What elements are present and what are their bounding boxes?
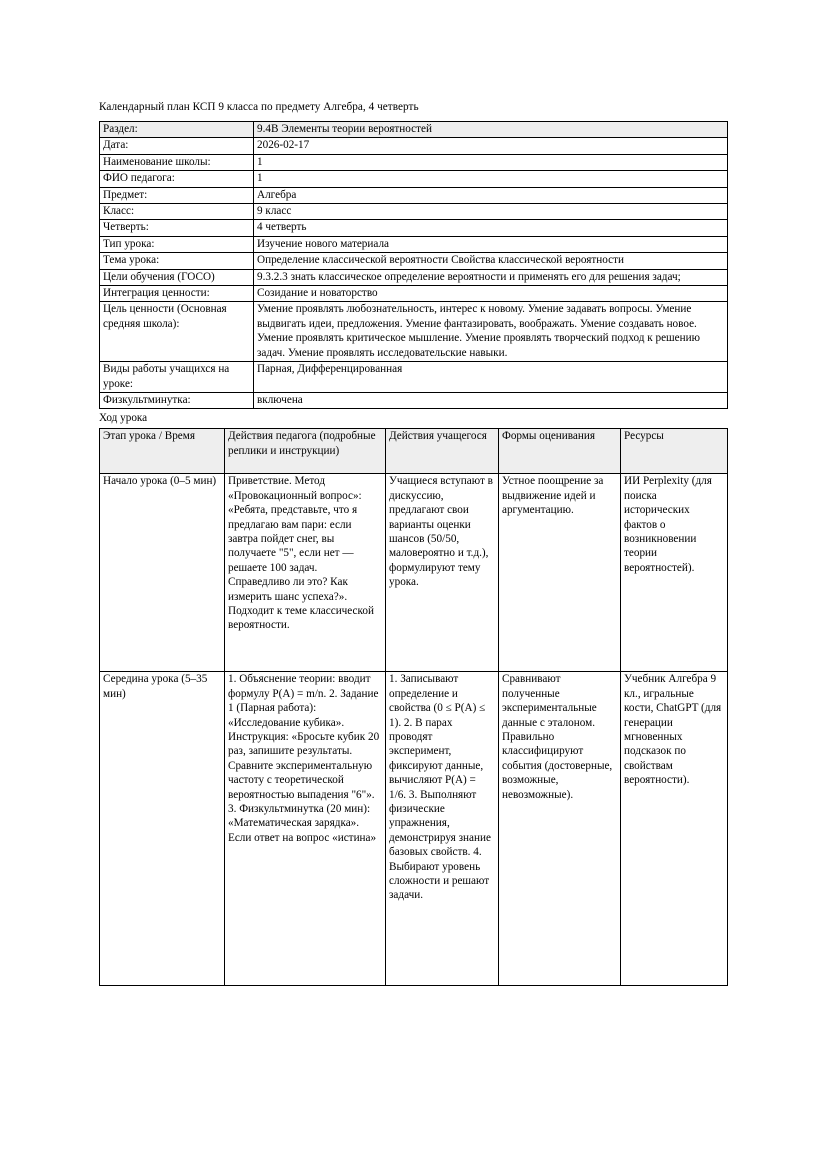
info-row-label: Дата: xyxy=(100,138,254,154)
info-row-label: Цели обучения (ГОСО) xyxy=(100,269,254,285)
info-row-label: Цель ценности (Основная средняя школа): xyxy=(100,302,254,362)
lesson-flow-table-head xyxy=(100,429,728,474)
table-row xyxy=(100,253,728,269)
column-header: Действия учащегося xyxy=(386,429,499,474)
table-row xyxy=(100,269,728,285)
resources-cell: Учебник Алгебра 9 кл., игральные кости, ChatGPT (для генерации мгновенных подсказок по свойствам вероятности). xyxy=(621,672,728,986)
info-row-value: 1 xyxy=(254,171,728,187)
info-row-value: 2026-02-17 xyxy=(254,138,728,154)
info-row-value: Определение классической вероятности Свойства классической вероятности xyxy=(254,253,728,269)
column-header: Формы оценивания xyxy=(499,429,621,474)
info-row-value: 9 класс xyxy=(254,204,728,220)
table-row xyxy=(100,122,728,138)
info-row-label: ФИО педагога: xyxy=(100,171,254,187)
table-row xyxy=(100,302,728,362)
lesson-info-table xyxy=(99,121,728,409)
resources-cell: ИИ Perplexity (для поиска исторических фактов о возникновении теории вероятностей). xyxy=(621,474,728,672)
assessment-cell: Устное поощрение за выдвижение идей и аргументацию. xyxy=(499,474,621,672)
table-row xyxy=(100,474,728,672)
teacher-actions-cell: 1. Объяснение теории: вводит формулу P(A) = m/n. 2. Задание 1 (Парная работа): «Исследование кубика». Инструкция: «Бросьте кубик 20 раз, запишите результаты. Сравните экспериментальную частоту с теоретической вероятностью выпадения "6"». 3. Физкультминутка (20 мин): «Математическая зарядка». Если ответ на вопрос «истина» xyxy=(225,672,386,986)
info-row-label: Интеграция ценности: xyxy=(100,286,254,302)
info-row-label: Виды работы учащихся на уроке: xyxy=(100,362,254,393)
table-row xyxy=(100,672,728,986)
info-row-label: Четверть: xyxy=(100,220,254,236)
student-actions-cell: 1. Записывают определение и свойства (0 ≤ P(A) ≤ 1). 2. В парах проводят эксперимент, фиксируют данные, вычисляют P(A) = 1/6. 3. Выполняют физические упражнения, демонстрируя знание базовых свойств. 4. Выбирают уровень сложности и решают задачи. xyxy=(386,672,499,986)
info-row-value: Созидание и новаторство xyxy=(254,286,728,302)
stage-cell: Начало урока (0–5 мин) xyxy=(100,474,225,672)
lesson-info-table-body xyxy=(100,122,728,409)
table-row xyxy=(100,187,728,203)
lesson-flow-table xyxy=(99,428,728,986)
table-row xyxy=(100,286,728,302)
table-row xyxy=(100,138,728,154)
info-row-value: Изучение нового материала xyxy=(254,236,728,252)
info-row-value: включена xyxy=(254,392,728,408)
table-row xyxy=(100,220,728,236)
table-header-row xyxy=(100,429,728,474)
table-row xyxy=(100,154,728,170)
stage-cell: Середина урока (5–35 мин) xyxy=(100,672,225,986)
table-row xyxy=(100,204,728,220)
info-row-label: Раздел: xyxy=(100,122,254,138)
info-row-value: 1 xyxy=(254,154,728,170)
info-row-label: Предмет: xyxy=(100,187,254,203)
student-actions-cell: Учащиеся вступают в дискуссию, предлагают свои варианты оценки шансов (50/50, маловероятно и т.д.), формулируют тему урока. xyxy=(386,474,499,672)
table-row xyxy=(100,362,728,393)
info-row-value: Алгебра xyxy=(254,187,728,203)
info-row-label: Наименование школы: xyxy=(100,154,254,170)
column-header: Этап урока / Время xyxy=(100,429,225,474)
table-row xyxy=(100,236,728,252)
table-row xyxy=(100,171,728,187)
column-header: Ресурсы xyxy=(621,429,728,474)
info-row-value: 4 четверть xyxy=(254,220,728,236)
teacher-actions-cell: Приветствие. Метод «Провокационный вопрос»: «Ребята, представьте, что я предлагаю вам пари: если завтра пойдет снег, вы получаете "5", если нет — решаете 100 задач. Справедливо ли это? Как измерить шанс успеха?». Подходит к теме классической вероятности. xyxy=(225,474,386,672)
info-row-value: Парная, Дифференцированная xyxy=(254,362,728,393)
assessment-cell: Сравнивают полученные экспериментальные данные с эталоном. Правильно классифицируют события (достоверные, возможные, невозможные). xyxy=(499,672,621,986)
table-row xyxy=(100,392,728,408)
info-row-value: 9.3.2.3 знать классическое определение вероятности и применять его для решения задач; xyxy=(254,269,728,285)
info-row-label: Тип урока: xyxy=(100,236,254,252)
lesson-flow-label: Ход урока xyxy=(99,412,148,425)
page-title: Календарный план КСП 9 класса по предмету Алгебра, 4 четверть xyxy=(99,101,419,113)
info-row-value: Умение проявлять любознательность, интерес к новому. Умение задавать вопросы. Умение выдвигать идеи, предложения. Умение фантазировать, воображать. Умение создавать новое. Умение проявлять критическое мышление. Умение проявлять творческий подход к решению задач. Умение проявлять исследовательские навыки. xyxy=(254,302,728,362)
info-row-label: Класс: xyxy=(100,204,254,220)
info-row-label: Тема урока: xyxy=(100,253,254,269)
column-header: Действия педагога (подробные реплики и инструкции) xyxy=(225,429,386,474)
lesson-flow-table-body xyxy=(100,474,728,986)
info-row-value: 9.4В Элементы теории вероятностей xyxy=(254,122,728,138)
info-row-label: Физкультминутка: xyxy=(100,392,254,408)
